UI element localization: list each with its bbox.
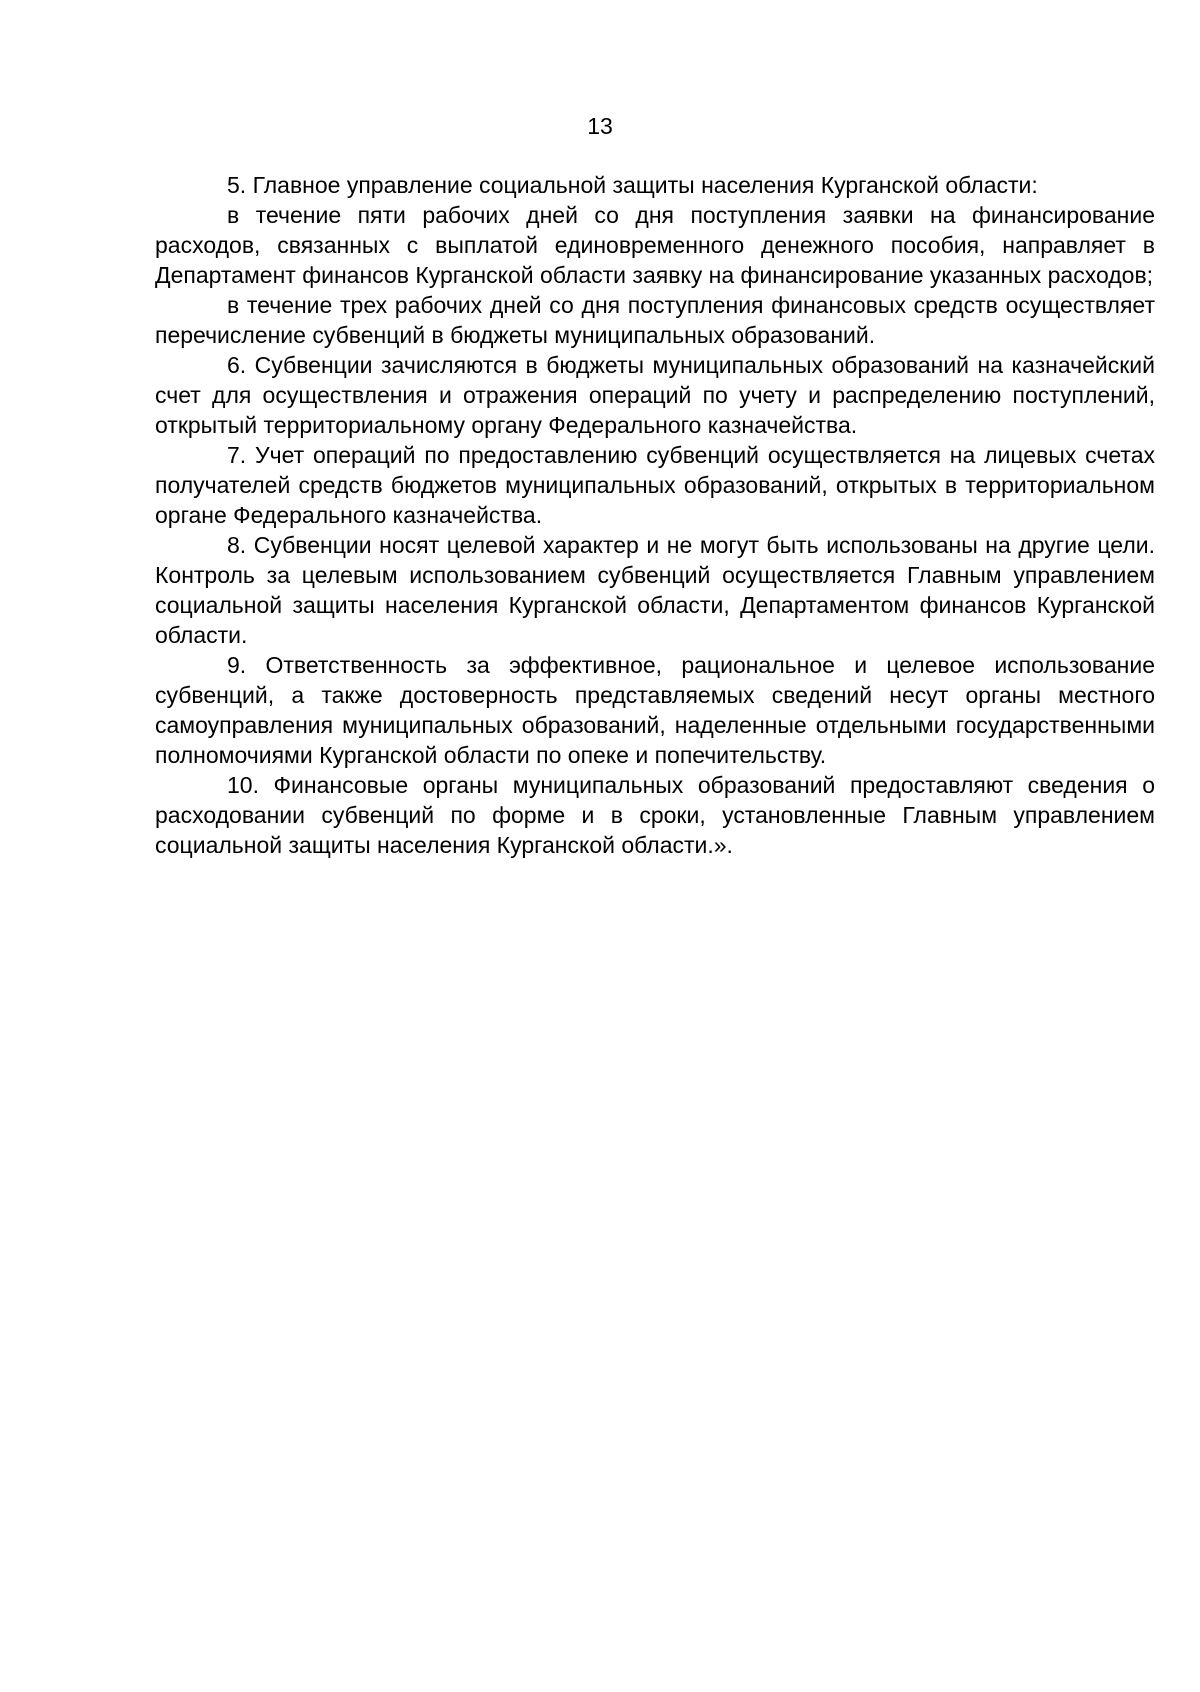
page-number: 13 <box>587 113 613 139</box>
paragraph-6: 6. Субвенции зачисляются в бюджеты муниципальных образований на казначейский счет для осуществления и отражения операций по учету и распределению поступлений, открытый территориальному органу Федерального казначейства. <box>155 352 1155 438</box>
paragraph-7: 7. Учет операций по предоставлению субвенций осуществляется на лицевых счетах получателей средств бюджетов муниципальных образований, открытых в территориальном органе Федерального казначейства. <box>155 442 1155 528</box>
paragraph-5-item-1: в течение пяти рабочих дней со дня поступления заявки на финансирование расходов, связанных с выплатой единовременного денежного пособия, направляет в Департамент финансов Курганской области заявку на финансирование указанных расходов; <box>155 202 1155 288</box>
document-body <box>155 170 1155 860</box>
paragraph-5-item-2: в течение трех рабочих дней со дня поступления финансовых средств осуществляет перечисление субвенций в бюджеты муниципальных образований. <box>155 292 1155 348</box>
paragraph-8: 8. Субвенции носят целевой характер и не могут быть использованы на другие цели. Контроль за целевым использованием субвенций осуществляется Главным управлением социальной защиты населения Курганской области, Департаментом финансов Курганской области. <box>155 532 1155 648</box>
paragraph-5-heading: 5. Главное управление социальной защиты населения Курганской области: <box>227 172 1038 198</box>
paragraph-10: 10. Финансовые органы муниципальных образований предоставляют сведения о расходовании субвенций по форме и в сроки, установленные Главным управлением социальной защиты населения Курганской области.». <box>155 772 1155 858</box>
paragraph-9: 9. Ответственность за эффективное, рациональное и целевое использование субвенций, а также достоверность представляемых сведений несут органы местного самоуправления муниципальных образований, наделенные отдельными государственными полномочиями Курганской области по опеке и попечительству. <box>155 652 1155 768</box>
